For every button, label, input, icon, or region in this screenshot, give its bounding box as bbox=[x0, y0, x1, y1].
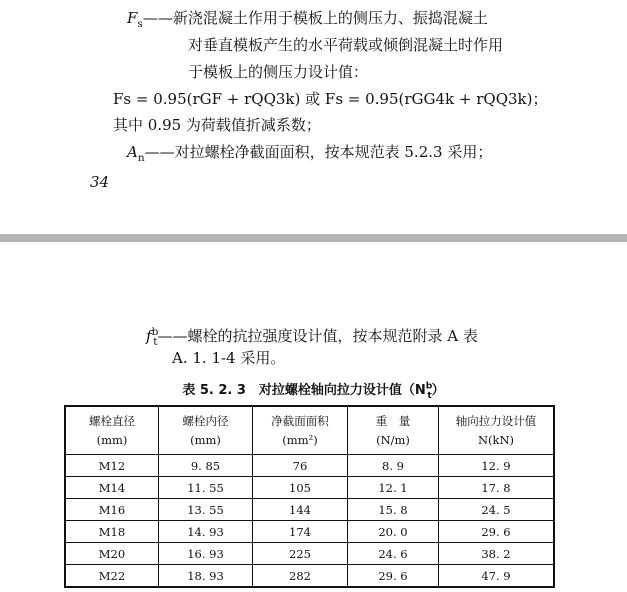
bolt-tension-table bbox=[64, 405, 555, 588]
cell-weight: 15. 8 bbox=[348, 499, 439, 521]
cell-net-area: 76 bbox=[253, 455, 348, 477]
cell-axial-tension: 47. 9 bbox=[439, 565, 555, 588]
ft-symbol: f bbox=[146, 327, 152, 345]
cell-bolt-diameter: M22 bbox=[65, 565, 159, 588]
cell-net-area: 105 bbox=[253, 477, 348, 499]
cell-inner-diameter: 18. 93 bbox=[159, 565, 253, 588]
cell-weight: 29. 6 bbox=[348, 565, 439, 588]
cell-weight: 24. 6 bbox=[348, 543, 439, 565]
ft-symbol-sup: b bbox=[151, 326, 159, 338]
fs-desc-3: 于模板上的侧压力设计值： bbox=[188, 63, 369, 81]
cell-bolt-diameter: M18 bbox=[65, 521, 159, 543]
table-body bbox=[65, 455, 554, 588]
table-caption-end: ） bbox=[431, 383, 445, 398]
an-symbol-sub: n bbox=[137, 152, 145, 164]
header-inner-diameter: 螺栓内径 (mm) bbox=[159, 406, 253, 455]
table-caption-sub: t bbox=[427, 390, 432, 401]
an-symbol: A bbox=[127, 143, 138, 161]
table-row bbox=[65, 477, 554, 499]
fs-symbol: F bbox=[127, 9, 138, 27]
fs-dash: —— bbox=[142, 9, 173, 27]
ft-symbol-sub: t bbox=[153, 336, 158, 348]
reduction-note: 其中 0.95 为荷载值折减系数； bbox=[113, 116, 321, 134]
load-formula: Fs = 0.95(rGF + rQQ3k) 或 Fs = 0.95(rGG4k + rQQ3k)； bbox=[113, 90, 548, 108]
cell-axial-tension: 12. 9 bbox=[439, 455, 555, 477]
cell-inner-diameter: 13. 55 bbox=[159, 499, 253, 521]
cell-axial-tension: 29. 6 bbox=[439, 521, 555, 543]
page-number: 34 bbox=[90, 173, 110, 191]
header-axial-tension: 轴向拉力设计值 N(kN) bbox=[439, 406, 555, 455]
header-net-area: 净截面面积 (mm²) bbox=[253, 406, 348, 455]
page-divider bbox=[0, 234, 627, 242]
fs-desc-2: 对垂直模板产生的水平荷载或倾倒混凝土时作用 bbox=[188, 36, 504, 54]
cell-weight: 8. 9 bbox=[348, 455, 439, 477]
table-row bbox=[65, 543, 554, 565]
cell-inner-diameter: 16. 93 bbox=[159, 543, 253, 565]
ft-desc-1: ——螺栓的抗拉强度设计值，按本规范附录 A 表 bbox=[157, 327, 478, 345]
cell-bolt-diameter: M16 bbox=[65, 499, 159, 521]
table-caption bbox=[0, 379, 627, 401]
table-row bbox=[65, 499, 554, 521]
cell-net-area: 174 bbox=[253, 521, 348, 543]
cell-net-area: 282 bbox=[253, 565, 348, 588]
cell-inner-diameter: 9. 85 bbox=[159, 455, 253, 477]
header-weight: 重 量 (N/m) bbox=[348, 406, 439, 455]
header-bolt-diameter: 螺栓直径 (mm) bbox=[65, 406, 159, 455]
ft-desc-2: A. 1. 1-4 采用。 bbox=[172, 349, 286, 367]
an-definition bbox=[127, 142, 492, 168]
cell-axial-tension: 24. 5 bbox=[439, 499, 555, 521]
cell-axial-tension: 17. 8 bbox=[439, 477, 555, 499]
cell-bolt-diameter: M14 bbox=[65, 477, 159, 499]
table-row bbox=[65, 565, 554, 588]
fs-desc-1: 新浇混凝土作用于模板上的侧压力、振捣混凝土 bbox=[172, 9, 488, 27]
cell-weight: 20. 0 bbox=[348, 521, 439, 543]
cell-inner-diameter: 14. 93 bbox=[159, 521, 253, 543]
cell-net-area: 225 bbox=[253, 543, 348, 565]
cell-weight: 12. 1 bbox=[348, 477, 439, 499]
cell-inner-diameter: 11. 55 bbox=[159, 477, 253, 499]
cell-bolt-diameter: M20 bbox=[65, 543, 159, 565]
table-header-row bbox=[65, 406, 554, 455]
table-row bbox=[65, 455, 554, 477]
cell-axial-tension: 38. 2 bbox=[439, 543, 555, 565]
table-caption-sup: b bbox=[425, 381, 433, 392]
cell-bolt-diameter: M12 bbox=[65, 455, 159, 477]
table-row bbox=[65, 521, 554, 543]
fs-symbol-sub: s bbox=[137, 18, 143, 30]
an-desc: ——对拉螺栓净截面面积，按本规范表 5.2.3 采用； bbox=[144, 143, 493, 161]
table-caption-text: 表 5. 2. 3 对拉螺栓轴向拉力设计值（N bbox=[182, 383, 426, 398]
cell-net-area: 144 bbox=[253, 499, 348, 521]
fs-definition-line-1 bbox=[127, 8, 488, 34]
